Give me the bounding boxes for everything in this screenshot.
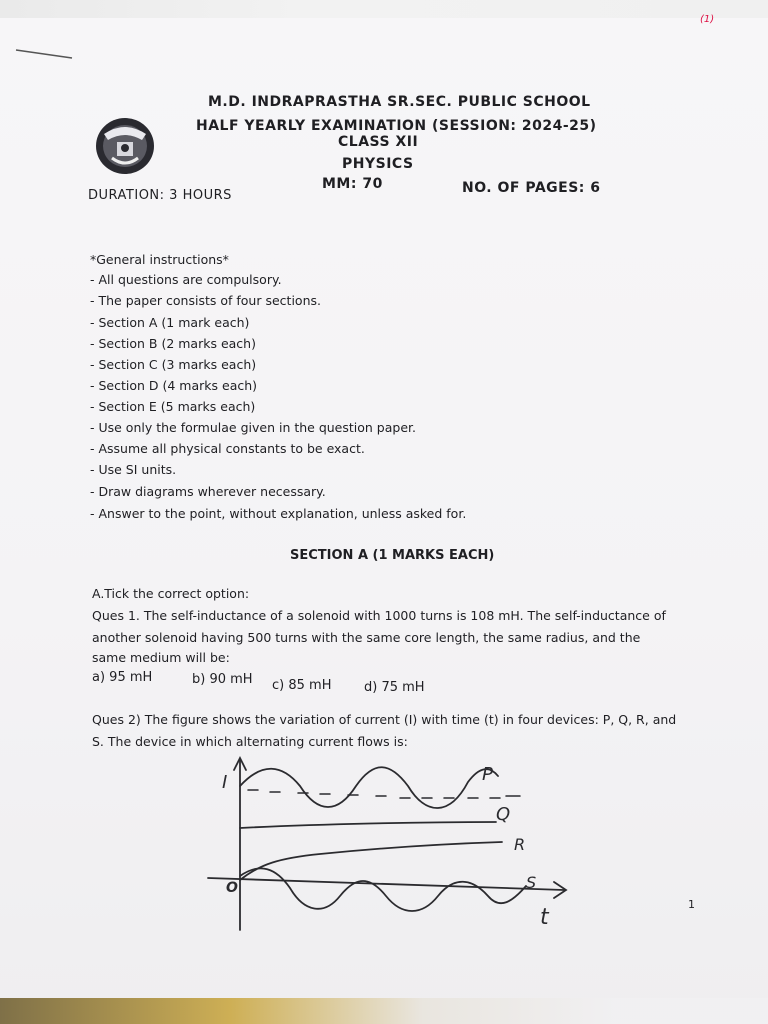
curve-label-q: Q	[496, 804, 511, 825]
exam-title: HALF YEARLY EXAMINATION (SESSION: 2024-25)	[196, 118, 597, 134]
curve-p	[240, 767, 498, 808]
x-axis	[208, 878, 564, 890]
curve-label-r: R	[514, 835, 526, 854]
instruction-item: - All questions are compulsory.	[90, 272, 282, 287]
section-a-title: SECTION A (1 MARKS EACH)	[290, 548, 495, 563]
bottom-edge	[0, 998, 768, 1024]
instruction-item: - Section B (2 marks each)	[90, 336, 256, 351]
question-1-line-1: Ques 1. The self-inductance of a solenoid with 1000 turns is 108 mH. The self-inductance of	[92, 608, 666, 623]
section-a-intro: A.Tick the correct option:	[92, 586, 250, 601]
class-label: CLASS XII	[338, 134, 419, 150]
question-2-line-1: Ques 2) The figure shows the variation of current (I) with time (t) in four devices: P, Q, R, and	[92, 712, 677, 727]
subject-label: PHYSICS	[342, 156, 414, 172]
curve-label-s: S	[526, 873, 537, 892]
pen-stroke-mark	[14, 44, 74, 64]
curve-q	[240, 822, 496, 828]
x-axis-label: t	[540, 905, 549, 930]
corner-page-mark: (1)	[700, 14, 715, 25]
instructions-title: *General instructions*	[90, 252, 229, 267]
instruction-item: - Use only the formulae given in the question paper.	[90, 420, 416, 435]
instruction-item: - Section E (5 marks each)	[90, 399, 256, 414]
current-time-figure	[200, 752, 590, 936]
curve-r	[240, 842, 502, 880]
curve-label-p: P	[482, 764, 493, 785]
q1-option-c: c) 85 mH	[272, 678, 332, 693]
instruction-item: - Section D (4 marks each)	[90, 378, 258, 393]
question-1-line-3: same medium will be:	[92, 650, 230, 665]
school-logo-emblem	[92, 112, 158, 178]
school-name: M.D. INDRAPRASTHA SR.SEC. PUBLIC SCHOOL	[208, 94, 591, 110]
instruction-item: - Draw diagrams wherever necessary.	[90, 484, 326, 499]
instruction-item: - Answer to the point, without explanation, unless asked for.	[90, 506, 467, 521]
question-1-line-2: another solenoid having 500 turns with the same core length, the same radius, and the	[92, 630, 641, 645]
question-2-line-2: S. The device in which alternating current flows is:	[92, 734, 408, 749]
instruction-item: - The paper consists of four sections.	[90, 293, 321, 308]
curve-s	[240, 868, 526, 911]
q1-option-b: b) 90 mH	[192, 672, 253, 687]
dashed-reference-line	[248, 790, 520, 798]
origin-label: O	[226, 880, 238, 896]
instruction-item: - Use SI units.	[90, 462, 177, 477]
max-marks-label: MM: 70	[322, 176, 383, 192]
duration-label: DURATION: 3 HOURS	[88, 188, 232, 203]
y-axis-label: I	[222, 772, 228, 793]
number-of-pages-label: NO. OF PAGES: 6	[462, 180, 601, 196]
q1-option-a: a) 95 mH	[92, 670, 153, 685]
instruction-item: - Section C (3 marks each)	[90, 357, 257, 372]
instruction-item: - Assume all physical constants to be exact.	[90, 441, 365, 456]
q1-option-d: d) 75 mH	[364, 680, 425, 695]
page-number: 1	[688, 898, 695, 911]
instruction-item: - Section A (1 mark each)	[90, 315, 250, 330]
top-edge	[0, 0, 768, 18]
